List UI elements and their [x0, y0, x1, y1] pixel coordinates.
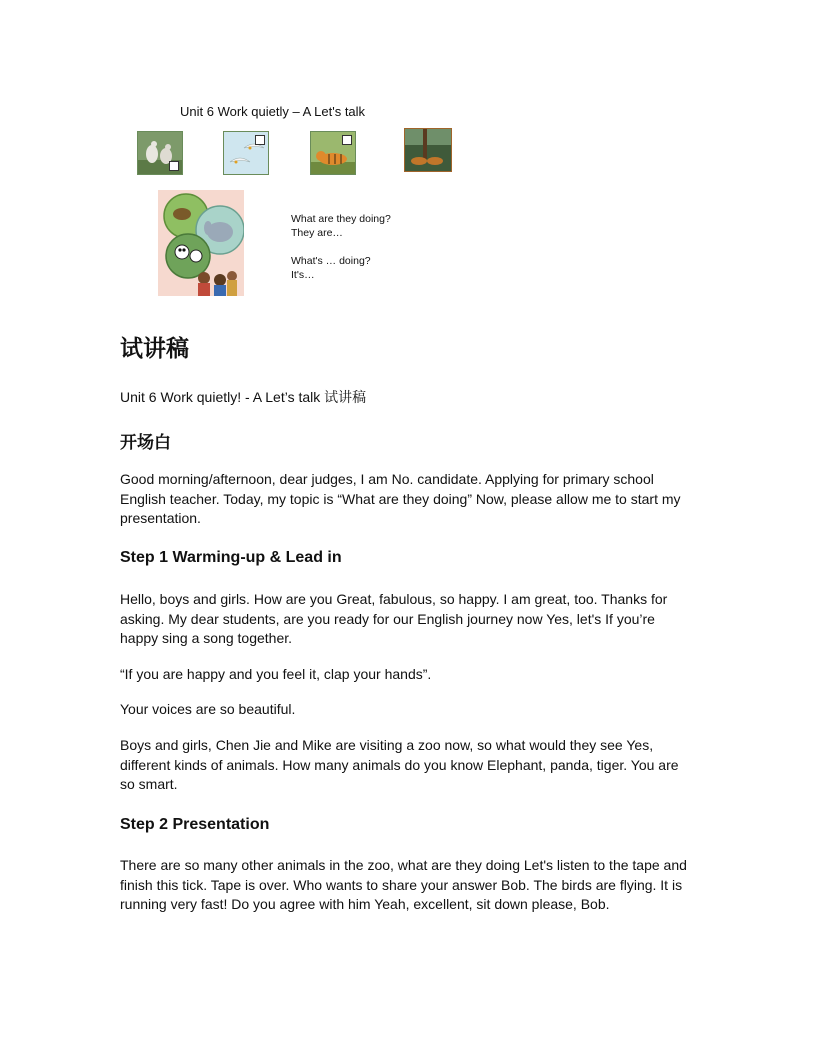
birds-standing-image: [137, 131, 183, 175]
question-1: What are they doing?: [291, 213, 391, 225]
tick-checkbox[interactable]: [342, 135, 352, 145]
step2-heading: Step 2 Presentation: [120, 816, 270, 833]
slide-title: Unit 6 Work quietly – A Let's talk: [180, 104, 366, 119]
answer-1: They are…: [291, 227, 343, 239]
step2-paragraph-1: There are so many other animals in the zoo, what are they doing Let's listen to the tape and finish this tick. Tape is over. Who wants to share your answer Bob. The birds are flying. It is running very fast! Do you agree with him Yeah, excellent, sit down please, Bob.: [120, 857, 687, 912]
document-subtitle: Unit 6 Work quietly! - A Let’s talk 试讲稿: [120, 389, 367, 405]
step1-heading: Step 1 Warming-up & Lead in: [120, 549, 342, 566]
step1-paragraph-2: “If you are happy and you feel it, clap your hands”.: [120, 666, 432, 682]
step1-paragraph-3: Your voices are so beautiful.: [120, 701, 296, 717]
answer-2: It's…: [291, 269, 315, 281]
zoo-illustration: [158, 190, 244, 296]
tick-checkbox[interactable]: [169, 161, 179, 171]
question-2: What's … doing?: [291, 255, 371, 267]
opening-paragraph: Good morning/afternoon, dear judges, I am No. candidate. Applying for primary school English teacher. Today, my topic is “What are they doing” Now, please allow me to start my presentation.: [120, 471, 681, 526]
birds-flying-image: [223, 131, 269, 175]
step1-paragraph-4: Boys and girls, Chen Jie and Mike are visiting a zoo now, so what would they see Yes, different kinds of animals. How many animals do you know Elephant, panda, tiger. You are so smart.: [120, 737, 679, 792]
tigers-resting-image: [404, 128, 452, 172]
tiger-running-image: [310, 131, 356, 175]
opening-heading: 开场白: [120, 433, 171, 453]
tick-checkbox[interactable]: [255, 135, 265, 145]
page-title: 试讲稿: [120, 336, 189, 362]
step1-paragraph-1: Hello, boys and girls. How are you Great, fabulous, so happy. I am great, too. Thanks for asking. My dear students, are you ready for our English journey now Yes, let's If you’re happy sing a song together.: [120, 591, 668, 646]
